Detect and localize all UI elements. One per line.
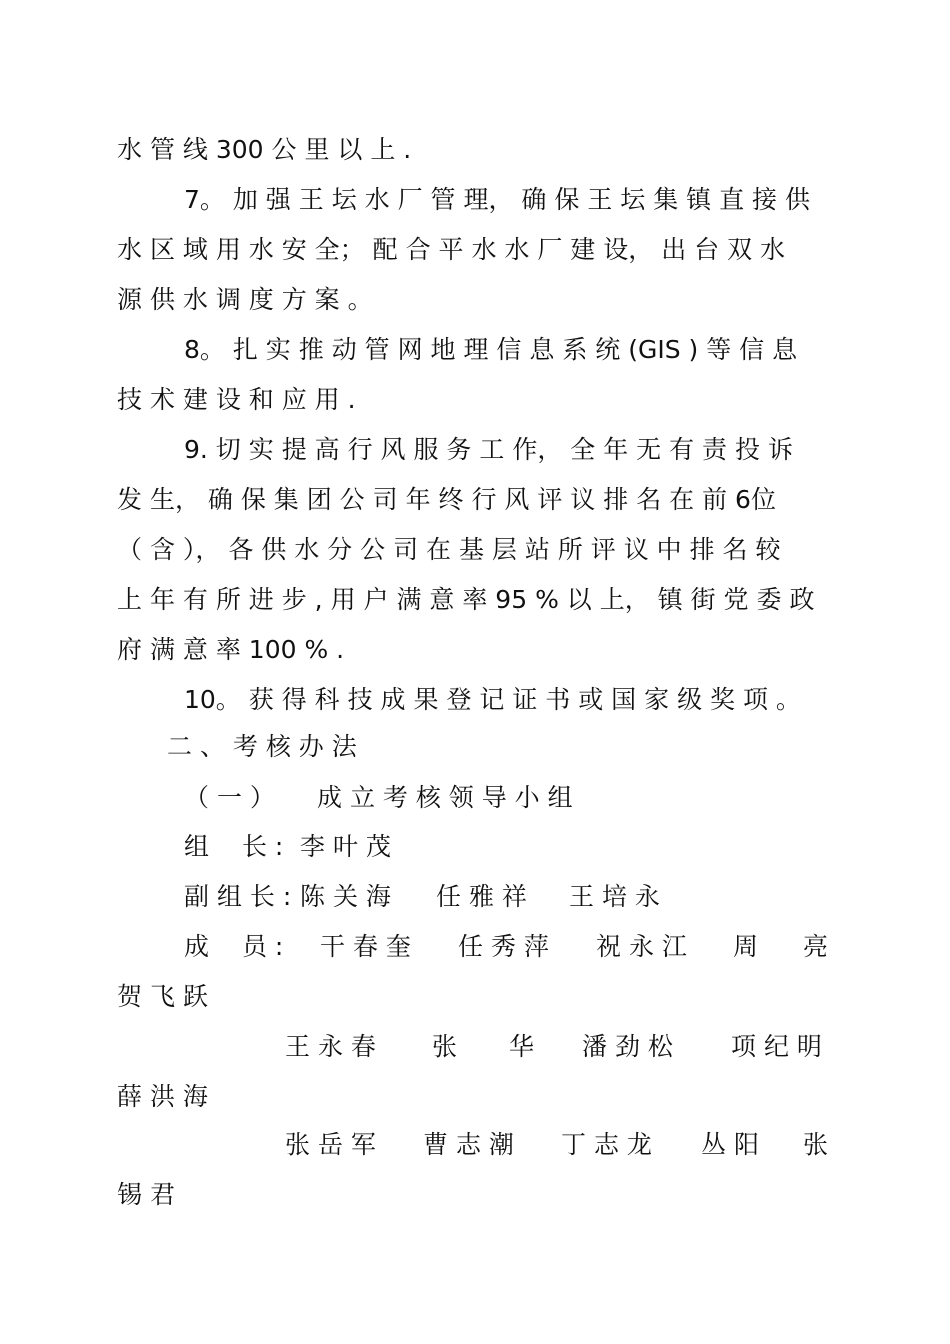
paragraph-8-text-1: 8。 扎 实 推 动 管 网 地 理 信 息 系 统 (GIS ) 等 信 息 bbox=[184, 335, 798, 364]
subsection-heading-line bbox=[0, 773, 950, 823]
paragraph-10-text: 10。 获 得 科 技 成 果 登 记 证 书 或 国 家 级 奖 项 。 bbox=[184, 685, 801, 714]
member-name: 王 永 春 bbox=[285, 1032, 376, 1061]
member-name: 贺 飞 跃 bbox=[117, 982, 208, 1011]
deputy-leader-name: 任 雅 祥 bbox=[436, 882, 527, 911]
paragraph-7-text-3: 源 供 水 调 度 方 案 。 bbox=[117, 285, 373, 314]
member-name: 张 bbox=[432, 1032, 458, 1061]
paragraph-8-line-1 bbox=[0, 325, 950, 375]
members-line-3 bbox=[0, 1120, 950, 1170]
members-line-3-wrap bbox=[0, 1170, 950, 1220]
paragraph-9-line-3 bbox=[0, 525, 950, 575]
members-line-1 bbox=[0, 922, 950, 972]
paragraph-8-text-2: 技 术 建 设 和 应 用 . bbox=[117, 385, 356, 414]
paragraph-7-line-3 bbox=[0, 275, 950, 325]
paragraph-9-line-5 bbox=[0, 625, 950, 675]
paragraph-6-tail-line bbox=[0, 125, 950, 175]
member-name: 锡 君 bbox=[117, 1180, 175, 1209]
member-name: 丛 阳 bbox=[701, 1130, 759, 1159]
paragraph-9-line-4 bbox=[0, 575, 950, 625]
member-name: 任 秀 萍 bbox=[458, 932, 549, 961]
member-name: 丁 志 龙 bbox=[561, 1130, 652, 1159]
subsection-title: 成 立 考 核 领 导 小 组 bbox=[317, 783, 573, 812]
leader-label: 组 长 : bbox=[184, 832, 284, 861]
paragraph-7-text-2: 水 区 域 用 水 安 全； 配 合 平 水 水 厂 建 设， 出 台 双 水 bbox=[117, 235, 786, 264]
member-name: 张 bbox=[803, 1130, 829, 1159]
member-name: 华 bbox=[509, 1032, 535, 1061]
paragraph-9-text-3: （ 含 ）， 各 供 水 分 公 司 在 基 层 站 所 评 议 中 排 名 较 bbox=[117, 535, 781, 564]
section-heading: 二 、 考 核 办 法 bbox=[167, 732, 357, 761]
member-name: 张 岳 军 bbox=[285, 1130, 376, 1159]
members-label: 成 员 : bbox=[184, 932, 284, 961]
paragraph-7-text-1: 7。 加 强 王 坛 水 厂 管 理， 确 保 王 坛 集 镇 直 接 供 bbox=[184, 185, 811, 214]
members-line-2-wrap bbox=[0, 1072, 950, 1122]
deputy-leader-line bbox=[0, 872, 950, 922]
paragraph-10-line bbox=[0, 675, 950, 725]
member-name: 干 春 奎 bbox=[320, 932, 411, 961]
paragraph-9-text-4: 上 年 有 所 进 步 , 用 户 满 意 率 95 % 以 上， 镇 街 党 委 政 bbox=[117, 585, 815, 614]
paragraph-9-line-1 bbox=[0, 425, 950, 475]
deputy-leader-name: 陈 关 海 bbox=[300, 882, 391, 911]
members-line-2 bbox=[0, 1022, 950, 1072]
member-name: 薛 洪 海 bbox=[117, 1082, 208, 1111]
section-heading-line bbox=[0, 722, 950, 772]
member-name: 祝 永 江 bbox=[596, 932, 687, 961]
paragraph-9-text-2: 发 生， 确 保 集 团 公 司 年 终 行 风 评 议 排 名 在 前 6位 bbox=[117, 485, 776, 514]
paragraph-8-line-2 bbox=[0, 375, 950, 425]
leader-name: 李 叶 茂 bbox=[300, 832, 391, 861]
member-name: 亮 bbox=[803, 932, 829, 961]
leader-line bbox=[0, 822, 950, 872]
deputy-leader-label: 副 组 长 : bbox=[184, 882, 292, 911]
members-line-1-wrap bbox=[0, 972, 950, 1022]
member-name: 曹 志 潮 bbox=[423, 1130, 514, 1159]
paragraph-6-tail: 水 管 线 300 公 里 以 上 . bbox=[117, 135, 412, 164]
paragraph-7-line-1 bbox=[0, 175, 950, 225]
paragraph-9-text-5: 府 满 意 率 100 % . bbox=[117, 635, 345, 664]
member-name: 周 bbox=[733, 932, 759, 961]
paragraph-7-line-2 bbox=[0, 225, 950, 275]
member-name: 潘 劲 松 bbox=[582, 1032, 673, 1061]
subsection-number: （ 一 ） bbox=[184, 783, 275, 812]
deputy-leader-name: 王 培 永 bbox=[569, 882, 660, 911]
member-name: 项 纪 明 bbox=[731, 1032, 822, 1061]
paragraph-9-line-2 bbox=[0, 475, 950, 525]
paragraph-9-text-1: 9. 切 实 提 高 行 风 服 务 工 作， 全 年 无 有 责 投 诉 bbox=[184, 435, 793, 464]
